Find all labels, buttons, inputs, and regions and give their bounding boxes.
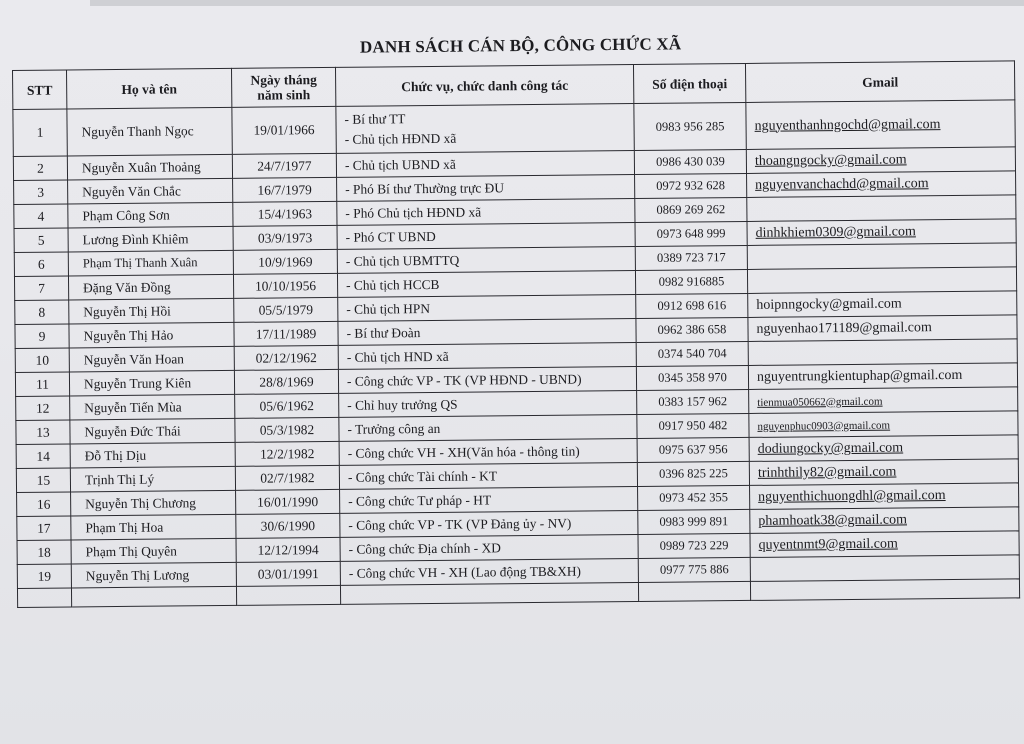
- cell-dob: 05/3/1982: [235, 417, 339, 442]
- cell-gmail: [748, 339, 1017, 366]
- cell-phone: 0986 430 039: [634, 149, 746, 174]
- header-gmail: Gmail: [745, 61, 1014, 103]
- cell-phone: 0869 269 262: [635, 197, 747, 222]
- cell-phone: 0983 999 891: [638, 509, 750, 534]
- cell-dob: 03/9/1973: [233, 225, 337, 250]
- header-position: Chức vụ, chức danh công tác: [335, 65, 633, 107]
- cell-gmail: [750, 483, 1019, 510]
- cell-gmail: [748, 363, 1017, 390]
- cell-phone: 0989 723 229: [638, 533, 750, 558]
- cell-position: - Chủ tịch UBMTTQ: [337, 247, 635, 274]
- cell-phone: 0975 637 956: [637, 437, 749, 462]
- cell-name: Lương Đình Khiêm: [68, 226, 233, 252]
- cell-dob: 24/7/1977: [232, 153, 336, 178]
- cell-name: Nguyễn Trung Kiên: [69, 370, 234, 396]
- cell-gmail: [749, 459, 1018, 486]
- cell-position: - Chủ tịch HND xã: [338, 343, 636, 370]
- cell-name: Đỗ Thị Dịu: [70, 442, 235, 468]
- cell-empty: [17, 588, 71, 608]
- cell-phone: 0917 950 482: [637, 413, 749, 438]
- cell-dob: 10/10/1956: [233, 273, 337, 298]
- cell-stt: 1: [13, 109, 67, 157]
- cell-name: Phạm Công Sơn: [68, 202, 233, 228]
- gmail-link[interactable]: phamhoatk38@gmail.com: [758, 512, 908, 529]
- cell-phone: 0973 648 999: [635, 221, 747, 246]
- gmail-link[interactable]: quyentnmt9@gmail.com: [758, 536, 898, 553]
- cell-name: Nguyễn Thanh Ngọc: [67, 107, 232, 156]
- cell-position: - Phó Chủ tịch HĐND xã: [337, 199, 635, 226]
- cell-empty: [236, 585, 340, 605]
- gmail-link[interactable]: nguyenphuc0903@gmail.com: [757, 419, 891, 433]
- cell-position: - Công chức VH - XH (Lao động TB&XH): [340, 559, 638, 586]
- cell-stt: 6: [14, 252, 68, 277]
- cell-gmail: [747, 195, 1016, 222]
- cell-phone: 0972 932 628: [635, 173, 747, 198]
- cell-dob: 16/01/1990: [236, 489, 340, 514]
- gmail-link[interactable]: nguyenthichuongdhl@gmail.com: [758, 488, 946, 505]
- cell-stt: 15: [16, 468, 70, 493]
- gmail-link[interactable]: dodiungocky@gmail.com: [757, 440, 904, 457]
- cell-dob: 10/9/1969: [233, 249, 337, 274]
- cell-gmail: [747, 267, 1016, 294]
- cell-dob: 12/12/1994: [236, 537, 340, 562]
- cell-gmail: [746, 147, 1015, 174]
- cell-name: Nguyễn Văn Chắc: [68, 178, 233, 204]
- cell-stt: 8: [15, 300, 69, 325]
- cell-empty: [638, 581, 750, 601]
- cell-stt: 4: [14, 204, 68, 229]
- top-edge-strip: [90, 0, 1024, 6]
- gmail-link[interactable]: dinhkhiem0309@gmail.com: [755, 224, 916, 241]
- cell-name: Nguyễn Văn Hoan: [69, 346, 234, 372]
- cell-phone: 0977 775 886: [638, 557, 750, 582]
- cell-empty: [71, 586, 236, 607]
- cell-dob: 02/12/1962: [234, 345, 338, 370]
- cell-stt: 11: [15, 372, 69, 397]
- cell-name: Nguyễn Xuân Thoảng: [67, 154, 232, 180]
- cell-position: - Chủ tịch UBND xã: [336, 151, 634, 178]
- cell-position: - Công chức VH - XH(Văn hóa - thông tin): [339, 439, 637, 466]
- cell-phone: 0396 825 225: [637, 461, 749, 486]
- cell-stt: 3: [14, 180, 68, 205]
- cell-dob: 03/01/1991: [236, 561, 340, 586]
- cell-dob: 30/6/1990: [236, 513, 340, 538]
- position-line: - Bí thư TT: [344, 111, 406, 127]
- cell-dob: 17/11/1989: [234, 321, 338, 346]
- gmail-link[interactable]: trinhthily82@gmail.com: [757, 464, 897, 481]
- cell-name: Nguyễn Đức Thái: [70, 418, 235, 444]
- cell-position: - Công chức VP - TK (VP HĐND - UBND): [338, 367, 636, 394]
- header-phone: Số điện thoại: [633, 63, 745, 103]
- staff-table: [12, 60, 1020, 608]
- cell-name: Nguyễn Thị Hồi: [69, 298, 234, 324]
- cell-position: - Chủ tịch HPN: [338, 295, 636, 322]
- cell-position: - Phó Bí thư Thường trực ĐU: [337, 175, 635, 202]
- cell-name: Phạm Thị Hoa: [71, 514, 236, 540]
- cell-stt: 5: [14, 228, 68, 253]
- cell-gmail: [749, 435, 1018, 462]
- cell-dob: 05/5/1979: [234, 297, 338, 322]
- cell-stt: 17: [17, 516, 71, 541]
- cell-position: - Công chức Tư pháp - HT: [340, 487, 638, 514]
- cell-phone: 0374 540 704: [636, 341, 748, 366]
- gmail-link[interactable]: hoipnngocky@gmail.com: [756, 296, 902, 313]
- cell-empty: [750, 579, 1019, 601]
- gmail-link[interactable]: thoangngocky@gmail.com: [754, 152, 907, 169]
- cell-position: - Phó CT UBND: [337, 223, 635, 250]
- cell-stt: 16: [17, 492, 71, 517]
- cell-position: - Công chức Địa chính - XD: [340, 535, 638, 562]
- cell-stt: 2: [13, 156, 67, 181]
- cell-stt: 13: [16, 420, 70, 445]
- staff-table-sheet: [12, 60, 1019, 632]
- cell-dob: 19/01/1966: [232, 106, 336, 154]
- document-title: DANH SÁCH CÁN BỘ, CÔNG CHỨC XÃ: [359, 34, 682, 57]
- cell-stt: 18: [17, 540, 71, 565]
- cell-name: Nguyễn Thị Lương: [71, 562, 236, 588]
- cell-stt: 10: [15, 348, 69, 373]
- cell-phone: 0383 157 962: [637, 389, 749, 414]
- cell-gmail: [747, 171, 1016, 198]
- cell-position: - Chỉ huy trưởng QS: [339, 391, 637, 418]
- gmail-link[interactable]: nguyenvanchachd@gmail.com: [755, 176, 929, 193]
- cell-dob: 12/2/1982: [235, 441, 339, 466]
- cell-stt: 7: [14, 276, 68, 301]
- cell-gmail: [747, 243, 1016, 270]
- header-stt: STT: [13, 70, 67, 110]
- cell-phone: 0389 723 717: [635, 245, 747, 270]
- cell-gmail: [747, 219, 1016, 246]
- position-line: - Chủ tịch HĐND xã: [344, 130, 457, 147]
- cell-gmail: [746, 100, 1015, 150]
- cell-gmail: [749, 411, 1018, 438]
- cell-dob: 05/6/1962: [235, 393, 339, 418]
- cell-gmail: [748, 291, 1017, 318]
- cell-phone: 0983 956 285: [634, 102, 746, 150]
- gmail-link[interactable]: nguyenthanhngochd@gmail.com: [754, 116, 941, 134]
- cell-name: Đặng Văn Đồng: [68, 274, 233, 300]
- cell-dob: 15/4/1963: [233, 201, 337, 226]
- cell-phone: 0973 452 355: [638, 485, 750, 510]
- cell-gmail: [750, 555, 1019, 582]
- gmail-link[interactable]: nguyenhao171189@gmail.com: [756, 320, 932, 337]
- cell-phone: 0982 916885: [635, 269, 747, 294]
- cell-position: - Chủ tịch HCCB: [337, 271, 635, 298]
- cell-gmail: [750, 507, 1019, 534]
- cell-name: Nguyễn Thị Chương: [71, 490, 236, 516]
- cell-phone: 0912 698 616: [636, 293, 748, 318]
- cell-dob: 28/8/1969: [234, 369, 338, 394]
- cell-position: - Bí thư Đoàn: [338, 319, 636, 346]
- cell-stt: 14: [16, 444, 70, 469]
- cell-position: [336, 104, 634, 154]
- cell-position: - Công chức VP - TK (VP Đảng ủy - NV): [340, 511, 638, 538]
- cell-empty: [340, 583, 638, 605]
- gmail-link[interactable]: nguyentrungkientuphap@gmail.com: [756, 367, 963, 385]
- cell-name: Trịnh Thị Lý: [70, 466, 235, 492]
- cell-stt: 12: [16, 396, 70, 421]
- cell-gmail: [750, 531, 1019, 558]
- cell-position: - Công chức Tài chính - KT: [339, 463, 637, 490]
- header-name: Họ và tên: [67, 68, 232, 109]
- cell-dob: 16/7/1979: [233, 177, 337, 202]
- cell-name: Phạm Thị Quyên: [71, 538, 236, 564]
- cell-position: - Trưởng công an: [339, 415, 637, 442]
- cell-gmail: [749, 387, 1018, 414]
- cell-gmail: [748, 315, 1017, 342]
- header-dob: Ngày tháng năm sinh: [231, 67, 335, 107]
- cell-phone: 0962 386 658: [636, 317, 748, 342]
- cell-stt: 9: [15, 324, 69, 349]
- cell-phone: 0345 358 970: [636, 365, 748, 390]
- cell-name: Nguyễn Tiến Mùa: [70, 394, 235, 420]
- gmail-link[interactable]: tienmua050662@gmail.com: [757, 395, 883, 409]
- cell-dob: 02/7/1982: [235, 465, 339, 490]
- cell-name: Nguyễn Thị Hảo: [69, 322, 234, 348]
- cell-name: Phạm Thị Thanh Xuân: [68, 250, 233, 276]
- cell-stt: 19: [17, 564, 71, 589]
